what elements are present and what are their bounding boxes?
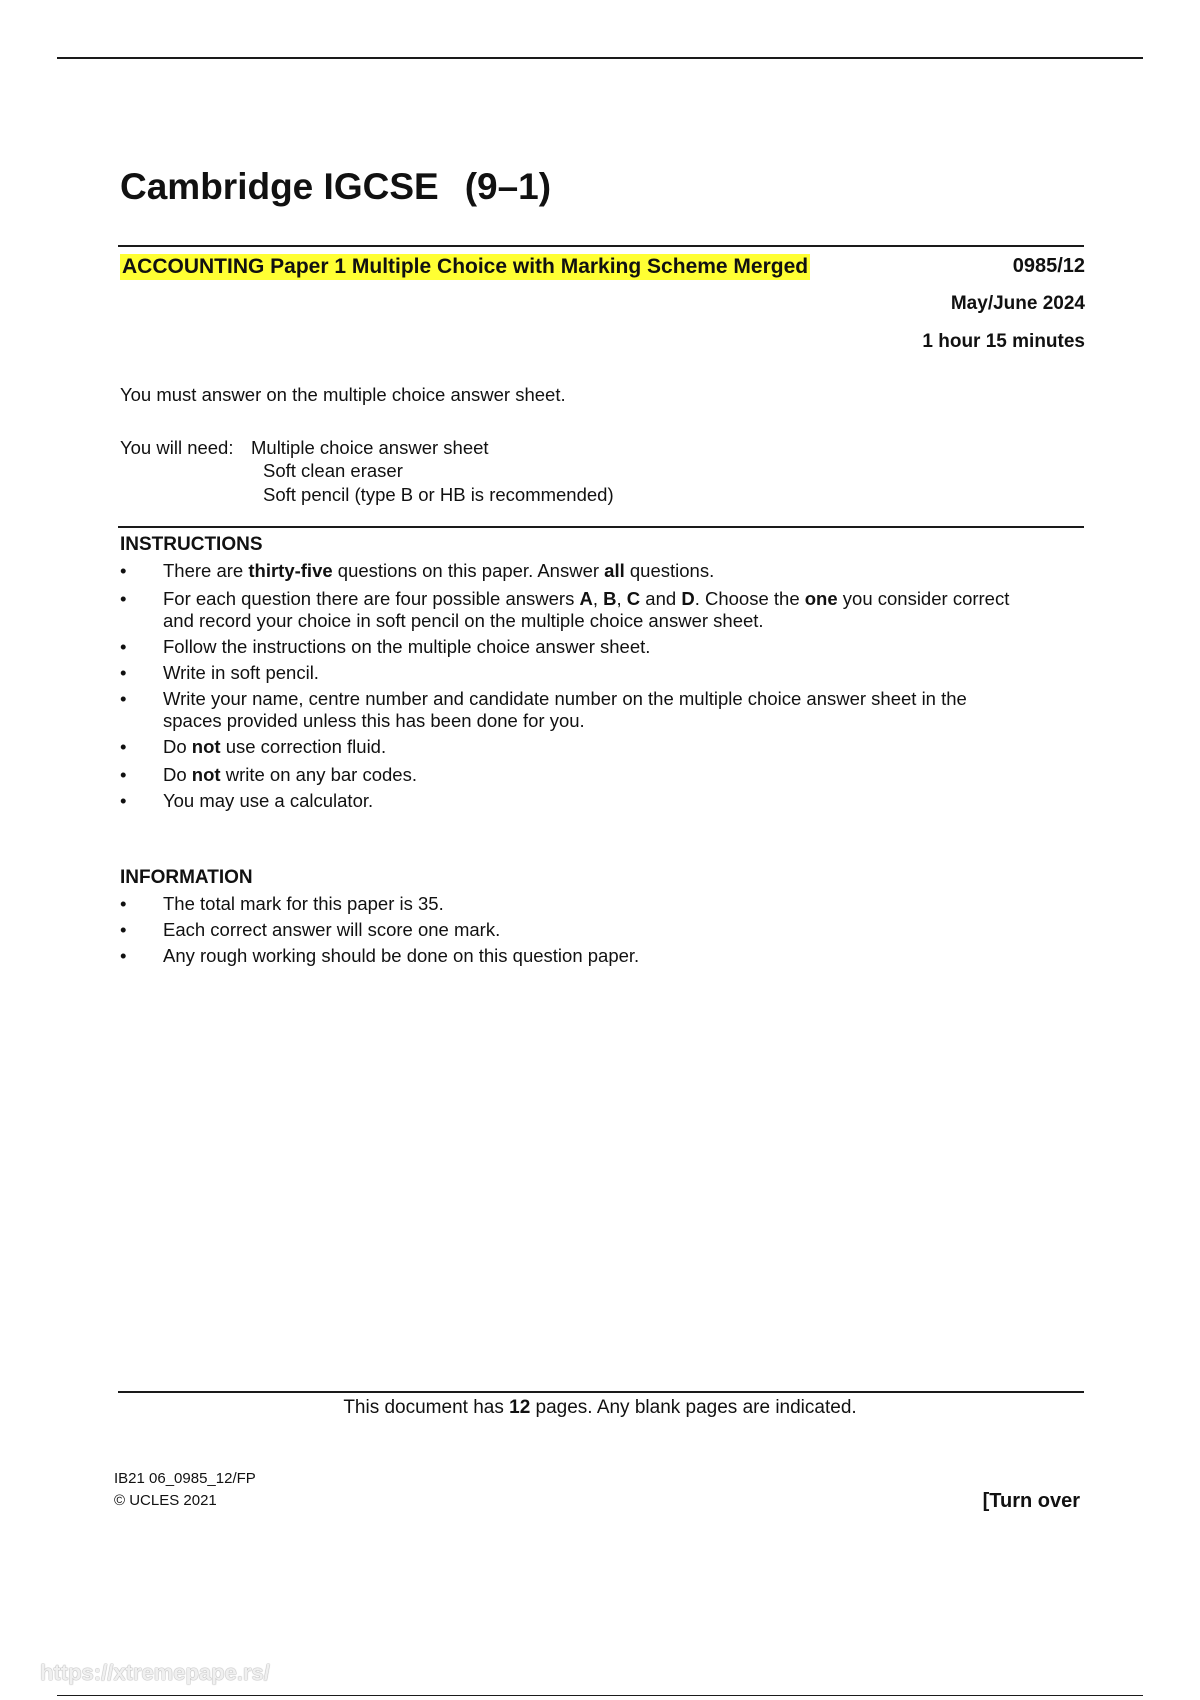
watermark-url: https://xtremepape.rs/ [40, 1660, 270, 1685]
instruction-item [120, 560, 1085, 582]
option-c: C [626, 588, 641, 609]
bullet-icon: • [120, 945, 127, 966]
information-text: Any rough working should be done on this question paper. [163, 945, 640, 966]
grade-range: (9–1) [464, 166, 552, 207]
exam-duration: 1 hour 15 minutes [922, 331, 1085, 352]
instruction-line: and record your choice in soft pencil on the multiple choice answer sheet. [163, 610, 764, 631]
instruction-item [120, 764, 1085, 786]
option-b: B [603, 588, 617, 609]
option-a: A [579, 588, 593, 609]
bullet-icon: • [120, 688, 127, 709]
instruction-text: you consider correct [837, 588, 1010, 609]
instruction-text: use correction fluid. [220, 736, 387, 757]
separator: , [592, 588, 604, 609]
information-heading: INFORMATION [120, 867, 253, 888]
bullet-icon: • [120, 736, 127, 757]
bullet-icon: • [120, 560, 127, 581]
instruction-item [120, 688, 1085, 732]
information-item [120, 945, 1085, 967]
instruction-emphasis: thirty-five [248, 560, 333, 581]
page-title [120, 166, 551, 208]
separator: and [640, 588, 682, 609]
footer-rule [118, 1391, 1084, 1393]
instruction-item [120, 636, 1085, 658]
bottom-border-rule [57, 1695, 1143, 1696]
information-item [120, 919, 1085, 941]
instructions-rule [118, 526, 1084, 528]
instruction-line: Write your name, centre number and candidate number on the multiple choice answer sheet in the [163, 688, 967, 709]
option-d: D [681, 588, 695, 609]
document-reference: IB21 06_0985_12/FP [114, 1470, 256, 1487]
instruction-text: Write in soft pencil. [163, 662, 319, 683]
turn-over-label: [Turn over [982, 1490, 1080, 1512]
instruction-text: questions on this paper. Answer [332, 560, 605, 581]
bullet-icon: • [120, 636, 127, 657]
bullet-icon: • [120, 588, 127, 609]
information-item [120, 893, 1085, 915]
page-count-note [0, 1397, 1200, 1419]
instruction-text: You may use a calculator. [163, 790, 374, 811]
instruction-text: write on any bar codes. [220, 764, 417, 785]
exam-session: May/June 2024 [950, 293, 1085, 314]
instruction-item [120, 588, 1085, 632]
instructions-list [120, 560, 1085, 812]
instruction-emphasis: all [604, 560, 625, 581]
bullet-icon: • [120, 790, 127, 811]
page-count-text: This document has [343, 1397, 510, 1418]
qualification-title: Cambridge IGCSE [120, 166, 439, 207]
answer-on-note: You must answer on the multiple choice answer sheet. [120, 384, 566, 405]
instruction-item [120, 736, 1085, 758]
page-count: 12 [509, 1397, 531, 1418]
copyright-notice: © UCLES 2021 [114, 1492, 217, 1509]
instruction-text: Follow the instructions on the multiple choice answer sheet. [163, 636, 651, 657]
instruction-line: spaces provided unless this has been done for you. [163, 710, 585, 731]
top-border-rule [57, 57, 1143, 59]
paper-code: 0985/12 [1012, 255, 1085, 277]
bullet-icon: • [120, 893, 127, 914]
header-rule [118, 245, 1084, 247]
instruction-item [120, 790, 1085, 812]
instruction-emphasis: one [804, 588, 838, 609]
instruction-item [120, 662, 1085, 684]
instruction-text: There are [163, 560, 249, 581]
requirement-item: Multiple choice answer sheet [251, 437, 489, 458]
subject-title: ACCOUNTING Paper 1 Multiple Choice with Marking Scheme Merged [122, 255, 809, 278]
requirement-item: Soft pencil (type B or HB is recommended) [263, 484, 614, 505]
information-list [120, 893, 1085, 967]
instructions-heading: INSTRUCTIONS [120, 534, 263, 555]
information-text: Each correct answer will score one mark. [163, 919, 501, 940]
you-will-need-label: You will need: [120, 437, 234, 458]
bullet-icon: • [120, 764, 127, 785]
instruction-text: Do [163, 736, 192, 757]
bullet-icon: • [120, 662, 127, 683]
instruction-emphasis: not [191, 736, 221, 757]
information-text: The total mark for this paper is 35. [163, 893, 444, 914]
separator: , [616, 588, 627, 609]
page-count-text: pages. Any blank pages are indicated. [530, 1397, 857, 1418]
instruction-text: Do [163, 764, 192, 785]
instruction-line [163, 588, 1085, 610]
instruction-emphasis: not [191, 764, 221, 785]
instruction-text: . Choose the [694, 588, 805, 609]
requirement-item: Soft clean eraser [263, 460, 403, 481]
instruction-text: questions. [624, 560, 715, 581]
bullet-icon: • [120, 919, 127, 940]
instruction-text: For each question there are four possible answers [163, 588, 580, 609]
